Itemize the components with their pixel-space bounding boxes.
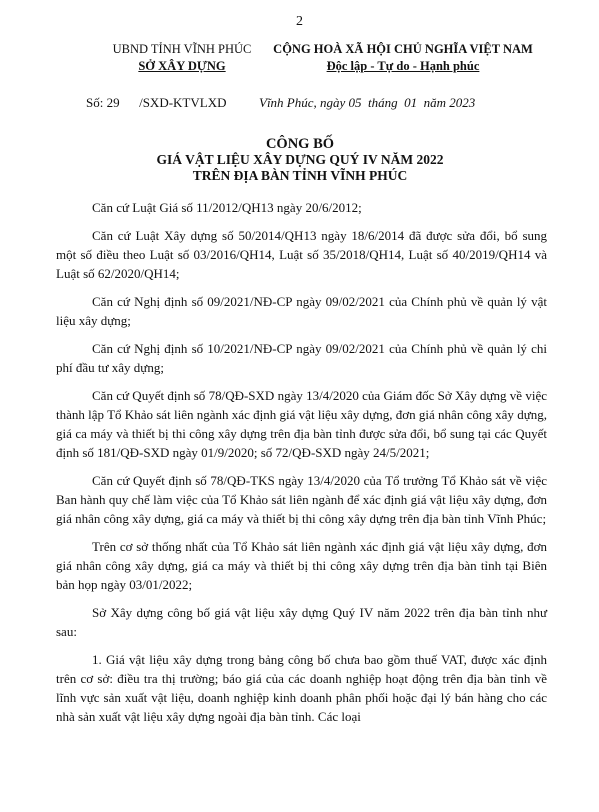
body-paragraph: 1. Giá vật liệu xây dựng trong bảng công bố chưa bao gồm thuế VAT, được xác định trên cơ sở: điều tra thị trường; báo giá của các doanh nghiệp hoạt động trên địa bàn tỉnh về lĩnh vực sản xuất vật liệu, doanh nghiệp kinh doanh phân phối hoặc đại lý bán hàng cho các nhà sản xuất vật liệu xây dựng ngoài địa bàn tỉnh. Các loại xyxy=(56,652,547,724)
national-header xyxy=(255,41,551,75)
document-date: Vĩnh Phúc, ngày 05 tháng 01 năm 2023 xyxy=(259,95,476,110)
body-paragraph: Trên cơ sở thống nhất của Tổ Khảo sát liên ngành xác định giá vật liệu xây dựng, đơn giá nhân công xây dựng, giá ca máy và thiết bị thi công xây dựng trên địa bàn tỉnh tại Biên bản họp ngày 03/01/2022; xyxy=(56,539,547,592)
document-number: Số: 29 /SXD-KTVLXD xyxy=(86,95,227,110)
body-paragraph: Căn cứ Quyết định số 78/QĐ-SXD ngày 13/4/2020 của Giám đốc Sở Xây dựng về việc thành lập Tổ Khảo sát liên ngành xác định giá vật liệu xây dựng, đơn giá nhân công xây dựng, giá ca máy và thiết bị thi công xây dựng trên địa bàn tỉnh được sửa đổi, bổ sung tại các Quyết định số 181/QĐ-SXD ngày 01/9/2020; số 72/QĐ-SXD ngày 24/5/2021; xyxy=(56,388,547,460)
body-paragraph: Căn cứ Nghị định số 09/2021/NĐ-CP ngày 09/02/2021 của Chính phủ về quản lý vật liệu xây dựng; xyxy=(56,294,547,328)
title-line1: CÔNG BỐ xyxy=(265,136,335,152)
body-paragraph: Sở Xây dựng công bố giá vật liệu xây dựng Quý IV năm 2022 trên địa bàn tỉnh như sau: xyxy=(56,605,547,639)
agency-line1: UBND TỈNH VĨNH PHÚC xyxy=(112,42,252,56)
agency-header xyxy=(84,41,280,75)
title-line3: TRÊN ĐỊA BÀN TỈNH VĨNH PHÚC xyxy=(192,168,408,183)
nation-motto: Độc lập - Tự do - Hạnh phúc xyxy=(326,59,480,73)
page-number: 2 xyxy=(296,14,303,29)
document-body xyxy=(56,198,547,735)
document-title xyxy=(56,136,544,184)
body-paragraph: Căn cứ Nghị định số 10/2021/NĐ-CP ngày 09/02/2021 của Chính phủ về quản lý chi phí đầu tư xây dựng; xyxy=(56,341,547,375)
title-line2: GIÁ VẬT LIỆU XÂY DỰNG QUÝ IV NĂM 2022 xyxy=(156,152,444,167)
body-paragraph: Căn cứ Luật Xây dựng số 50/2014/QH13 ngày 18/6/2014 đã được sửa đổi, bổ sung một số điều theo Luật số 03/2016/QH14, Luật số 35/2018/QH14, Luật số 40/2019/QH14 và Luật số 62/2020/QH14; xyxy=(56,228,547,281)
body-paragraph: Căn cứ Quyết định số 78/QĐ-TKS ngày 13/4/2020 của Tổ trưởng Tổ Khảo sát về việc Ban hành quy chế làm việc của Tổ Khảo sát liên ngành để xác định giá vật liệu xây dựng, đơn giá nhân công xây dựng, giá ca máy và thiết bị thi công xây dựng trên địa bàn tỉnh Vĩnh Phúc; xyxy=(56,473,547,526)
body-paragraph: Căn cứ Luật Giá số 11/2012/QH13 ngày 20/6/2012; xyxy=(92,200,362,215)
agency-line2: SỞ XÂY DỰNG xyxy=(138,59,226,73)
nation-line1: CỘNG HOÀ XÃ HỘI CHỦ NGHĨA VIỆT NAM xyxy=(273,42,533,56)
